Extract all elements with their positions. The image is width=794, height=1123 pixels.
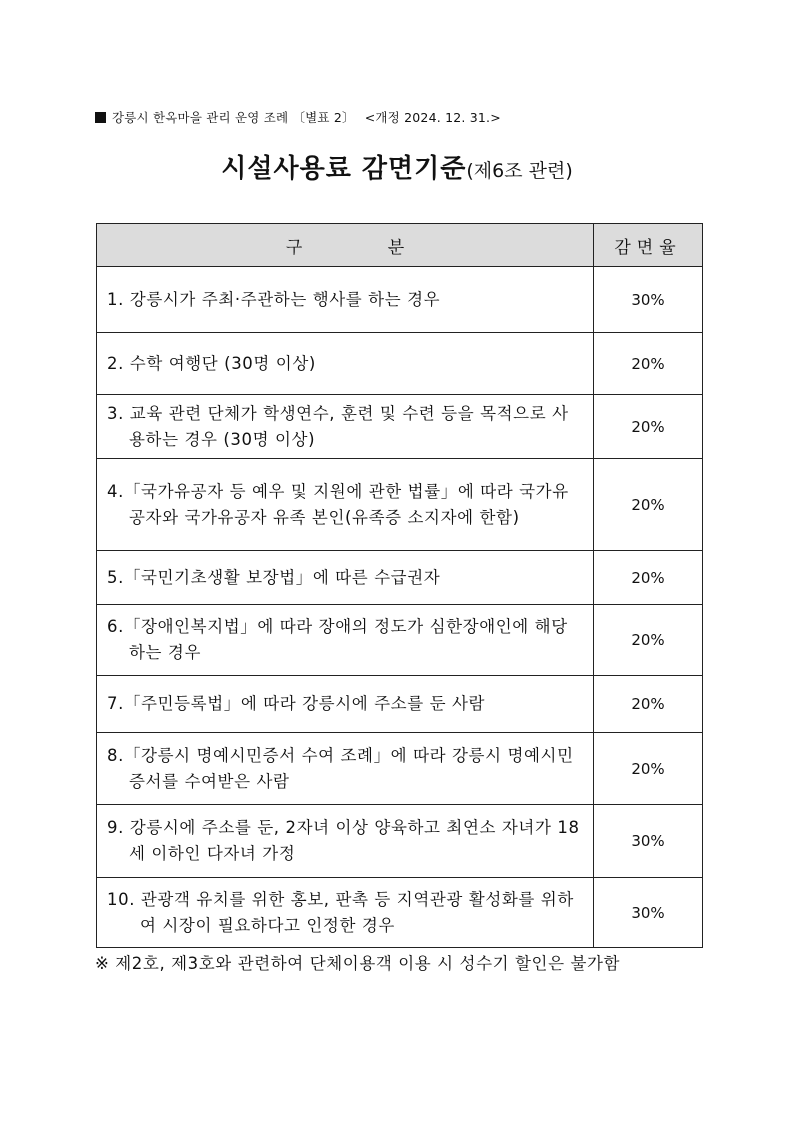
page-title — [0, 148, 794, 185]
row-rate: 20% — [594, 551, 703, 605]
table-row — [97, 733, 703, 805]
table-row — [97, 878, 703, 948]
row-rate: 20% — [594, 676, 703, 733]
row-category: 3. 교육 관련 단체가 학생연수, 훈련 및 수련 등을 목적으로 사용하는 경우 (30명 이상) — [97, 395, 594, 459]
document-reference: 강릉시 한옥마을 관리 운영 조례 〔별표 2〕 — [112, 110, 355, 125]
row-category: 9. 강릉시에 주소를 둔, 2자녀 이상 양육하고 최연소 자녀가 18세 이하인 다자녀 가정 — [97, 805, 594, 878]
table-header-row — [97, 224, 703, 267]
row-rate: 20% — [594, 395, 703, 459]
row-category: 10. 관광객 유치를 위한 홍보, 판촉 등 지역관광 활성화를 위하여 시장이 필요하다고 인정한 경우 — [97, 878, 594, 948]
row-category: 8.「강릉시 명예시민증서 수여 조례」에 따라 강릉시 명예시민증서를 수여받은 사람 — [97, 733, 594, 805]
table-row — [97, 395, 703, 459]
footnote: ※ 제2호, 제3호와 관련하여 단체이용객 이용 시 성수기 할인은 불가함 — [95, 954, 621, 973]
document-header — [95, 108, 501, 126]
row-rate: 20% — [594, 333, 703, 395]
title-sub: (제6조 관련) — [466, 160, 573, 182]
table-row — [97, 551, 703, 605]
row-rate: 20% — [594, 605, 703, 676]
header-category: 구 분 — [97, 224, 594, 267]
row-category: 7.「주민등록법」에 따라 강릉시에 주소를 둔 사람 — [97, 676, 594, 733]
table-row — [97, 459, 703, 551]
row-category: 5.「국민기초생활 보장법」에 따른 수급권자 — [97, 551, 594, 605]
title-main: 시설사용료 감면기준 — [221, 154, 467, 184]
row-rate: 30% — [594, 805, 703, 878]
row-rate: 20% — [594, 733, 703, 805]
square-bullet-icon — [95, 112, 106, 123]
table-row — [97, 267, 703, 333]
row-category: 6.「장애인복지법」에 따라 장애의 정도가 심한장애인에 해당하는 경우 — [97, 605, 594, 676]
table-row — [97, 605, 703, 676]
row-category: 2. 수학 여행단 (30명 이상) — [97, 333, 594, 395]
revision-date: <개정 2024. 12. 31.> — [364, 110, 501, 125]
table-row — [97, 333, 703, 395]
table-row — [97, 805, 703, 878]
row-rate: 30% — [594, 267, 703, 333]
reduction-table — [96, 223, 703, 948]
row-rate: 30% — [594, 878, 703, 948]
row-category: 1. 강릉시가 주최·주관하는 행사를 하는 경우 — [97, 267, 594, 333]
header-rate: 감면율 — [594, 224, 703, 267]
table-row — [97, 676, 703, 733]
row-category: 4.「국가유공자 등 예우 및 지원에 관한 법률」에 따라 국가유공자와 국가유공자 유족 본인(유족증 소지자에 한함) — [97, 459, 594, 551]
row-rate: 20% — [594, 459, 703, 551]
